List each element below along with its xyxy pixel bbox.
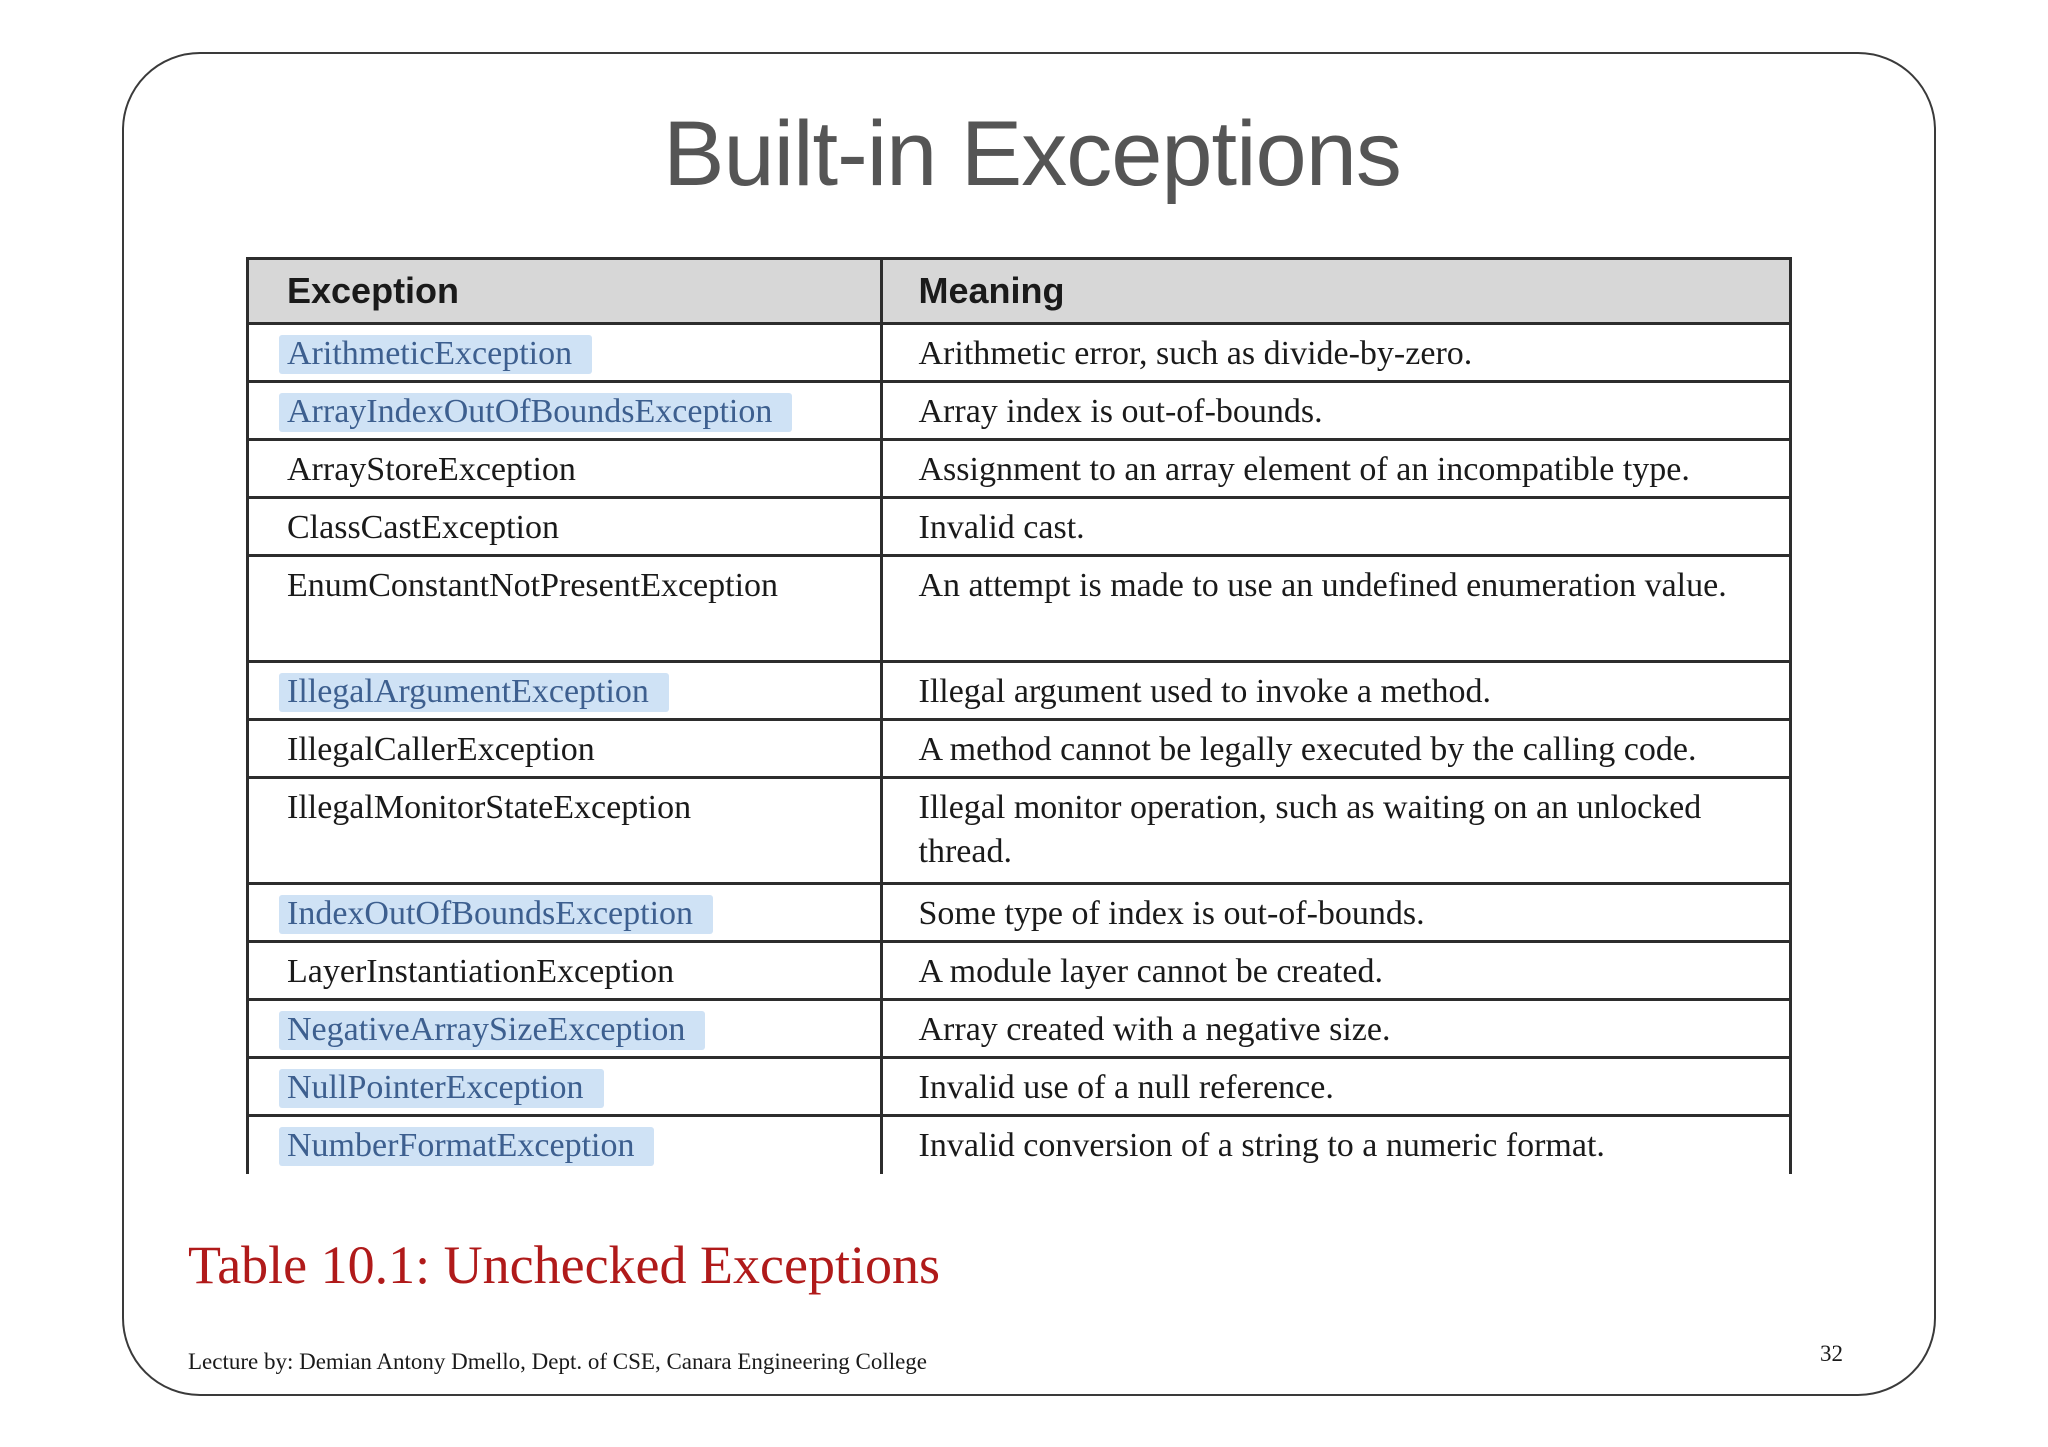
meaning-cell: Invalid cast. [881, 498, 1789, 556]
meaning-cell: Invalid use of a null reference. [881, 1058, 1789, 1116]
exception-cell [249, 382, 881, 440]
exception-cell [249, 778, 881, 884]
exception-name: NullPointerException [279, 1069, 604, 1108]
meaning-cell: Illegal monitor operation, such as waiting on an unlocked thread. [881, 778, 1789, 884]
column-header-meaning: Meaning [881, 260, 1789, 324]
exception-name: NumberFormatException [279, 1127, 654, 1166]
exception-cell [249, 556, 881, 662]
meaning-cell: Invalid conversion of a string to a numeric format. [881, 1116, 1789, 1174]
table-row [249, 1000, 1789, 1058]
table-row [249, 324, 1789, 382]
table-row [249, 556, 1789, 662]
meaning-cell: Assignment to an array element of an incompatible type. [881, 440, 1789, 498]
exception-cell [249, 720, 881, 778]
table-row [249, 778, 1789, 884]
table-caption: Table 10.1: Unchecked Exceptions [188, 1235, 940, 1295]
column-header-exception: Exception [249, 260, 881, 324]
exception-cell [249, 440, 881, 498]
exception-cell [249, 324, 881, 382]
meaning-cell: Arithmetic error, such as divide-by-zero. [881, 324, 1789, 382]
meaning-cell: Some type of index is out-of-bounds. [881, 884, 1789, 942]
meaning-cell: Illegal argument used to invoke a method. [881, 662, 1789, 720]
exception-cell [249, 662, 881, 720]
exception-name: LayerInstantiationException [287, 953, 675, 990]
exception-name: ClassCastException [287, 509, 559, 546]
exception-cell [249, 942, 881, 1000]
exception-name: IllegalArgumentException [279, 673, 669, 712]
table-row [249, 942, 1789, 1000]
exceptions-table [246, 257, 1792, 1174]
table-row [249, 1116, 1789, 1174]
exceptions-table-grid [249, 260, 1789, 1174]
exception-cell [249, 1058, 881, 1116]
exception-cell [249, 1000, 881, 1058]
table-row [249, 498, 1789, 556]
exception-name: NegativeArraySizeException [279, 1011, 705, 1050]
exception-name: ArithmeticException [279, 335, 592, 374]
slide-footer: Lecture by: Demian Antony Dmello, Dept. of CSE, Canara Engineering College [188, 1349, 928, 1374]
table-row [249, 1058, 1789, 1116]
table-row [249, 382, 1789, 440]
meaning-cell: Array index is out-of-bounds. [881, 382, 1789, 440]
table-row [249, 884, 1789, 942]
page-number: 32 [1820, 1341, 1843, 1366]
table-row [249, 440, 1789, 498]
exception-name: IllegalCallerException [287, 731, 595, 768]
exception-cell [249, 498, 881, 556]
meaning-cell: A module layer cannot be created. [881, 942, 1789, 1000]
exception-name: ArrayStoreException [287, 451, 576, 488]
exception-name: ArrayIndexOutOfBoundsException [279, 393, 792, 432]
exception-cell [249, 884, 881, 942]
exception-name: EnumConstantNotPresentException [287, 567, 779, 604]
exception-name: IndexOutOfBoundsException [279, 895, 713, 934]
slide-title: Built-in Exceptions [663, 103, 1401, 205]
table-row [249, 662, 1789, 720]
exception-cell [249, 1116, 881, 1174]
table-body [249, 324, 1789, 1174]
meaning-cell: Array created with a negative size. [881, 1000, 1789, 1058]
table-row [249, 720, 1789, 778]
table-header-row [249, 260, 1789, 324]
exception-name: IllegalMonitorStateException [287, 789, 692, 826]
meaning-cell: A method cannot be legally executed by the calling code. [881, 720, 1789, 778]
meaning-cell: An attempt is made to use an undefined enumeration value. [881, 556, 1789, 662]
